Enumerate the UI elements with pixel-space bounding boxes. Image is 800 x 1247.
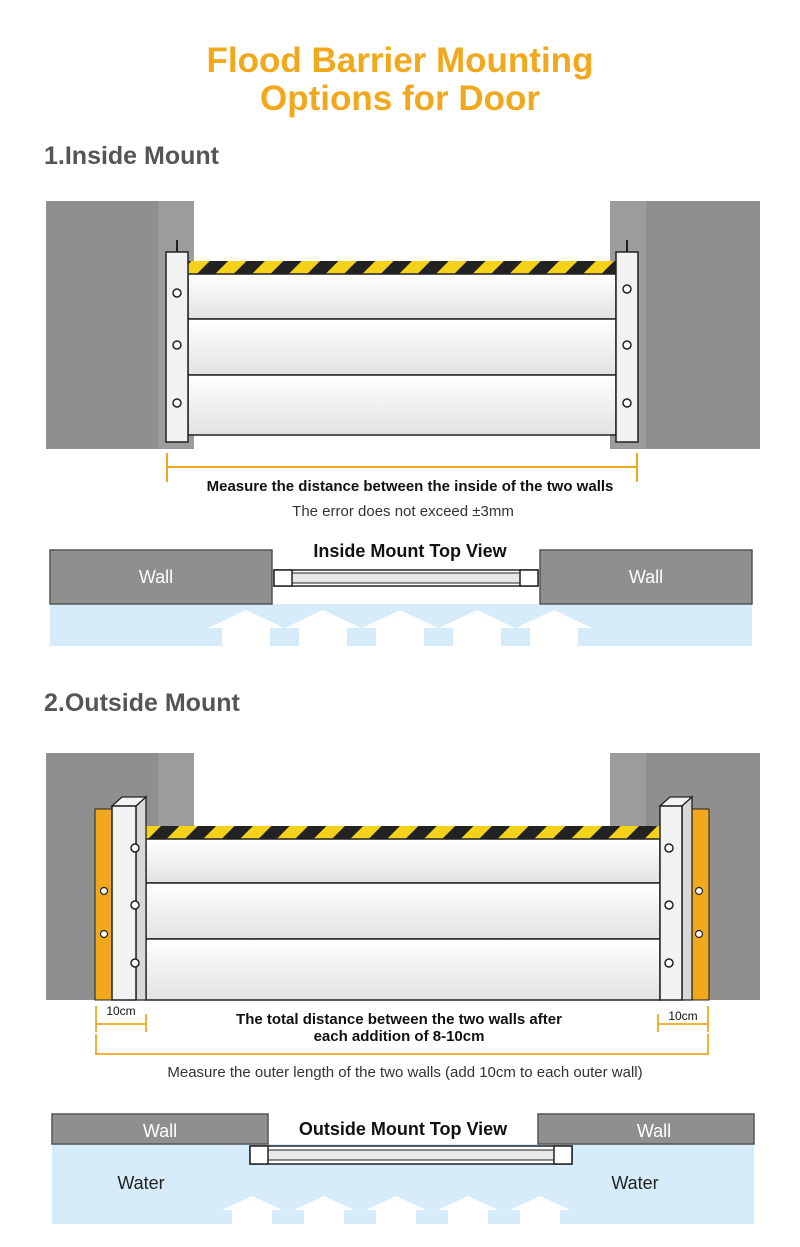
outside-top-right-water-label: Water <box>611 1173 659 1193</box>
inside-top-right-wall-label: Wall <box>628 567 664 587</box>
outside-top-right-wall-label: Wall <box>636 1121 672 1141</box>
outside-top-view-title: Outside Mount Top View <box>298 1119 508 1139</box>
inside-mount-heading: 1.Inside Mount <box>44 142 219 170</box>
outside-top-left-wall-label: Wall <box>142 1121 178 1141</box>
outside-total-caption-line-1: The total distance between the two walls after <box>236 1011 562 1028</box>
outside-warning-stripe <box>146 826 660 839</box>
outside-measure-caption: Measure the outer length of the two walls (add 10cm to each outer wall) <box>167 1064 643 1081</box>
outside-left-offset-label: 10cm <box>106 1004 136 1018</box>
inside-panel-1 <box>188 274 616 319</box>
outside-right-plate <box>691 809 709 1000</box>
outside-top-left-water-label: Water <box>117 1173 165 1193</box>
inside-warning-stripe <box>188 261 616 274</box>
outside-left-plate <box>95 809 113 1000</box>
inside-panel-2 <box>188 319 616 375</box>
outside-panel-2 <box>146 883 660 939</box>
outside-panel-3 <box>146 939 660 1000</box>
inside-measure-caption: Measure the distance between the inside of the two walls <box>206 478 614 495</box>
outside-panel-1 <box>146 839 660 883</box>
page-title-line-2: Options for Door <box>260 79 540 118</box>
page-title-line-1: Flood Barrier Mounting <box>206 41 594 80</box>
inside-error-caption: The error does not exceed ±3mm <box>292 503 514 520</box>
inside-panel-3 <box>188 375 616 435</box>
inside-top-view-title: Inside Mount Top View <box>313 541 507 561</box>
inside-top-left-wall-label: Wall <box>138 567 174 587</box>
outside-total-caption-line-2: each addition of 8-10cm <box>313 1028 485 1045</box>
outside-right-offset-label: 10cm <box>668 1009 698 1023</box>
inside-mount-front-diagram <box>0 195 800 495</box>
outside-mount-heading: 2.Outside Mount <box>44 689 240 717</box>
